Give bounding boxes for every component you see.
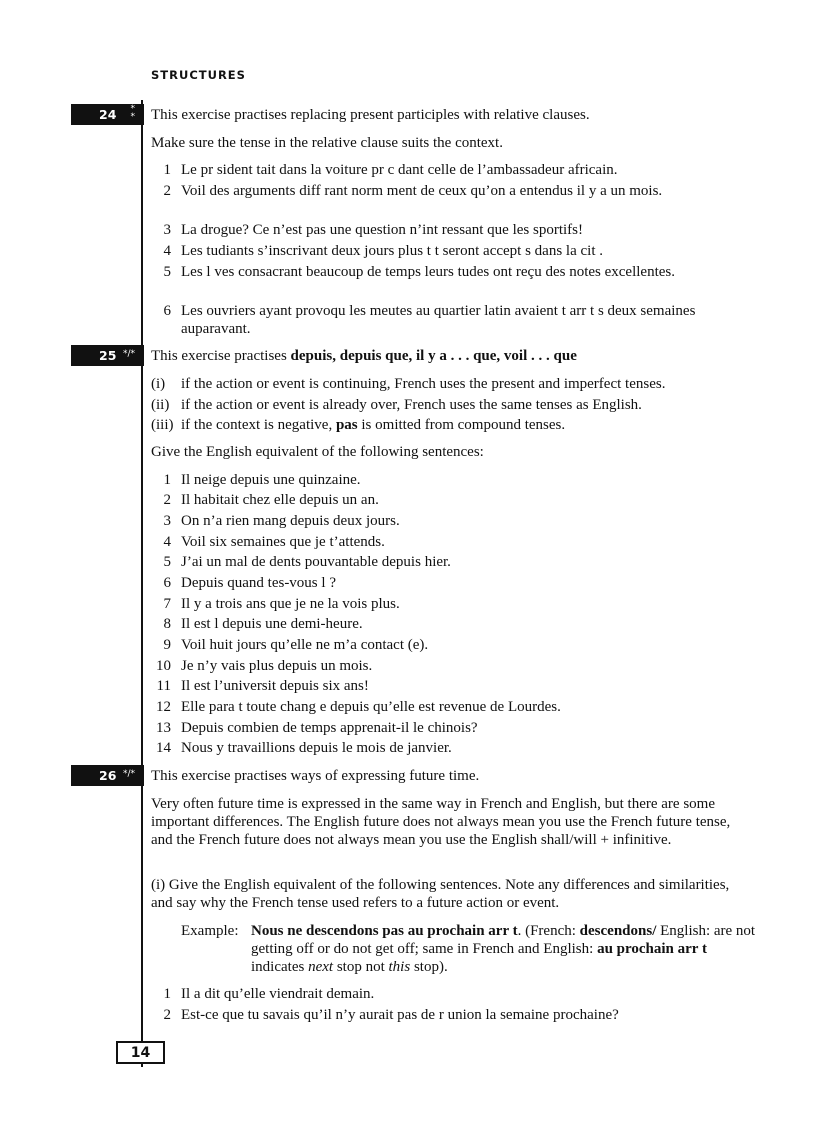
difficulty-stars-icon: */* — [122, 769, 135, 779]
difficulty-stars-icon: * * — [130, 104, 135, 122]
example-text: Nous ne descendons pas au prochain arr t. (French: descendons/ English: are not getting off or do not get off; same in French and English: au prochain arr t indicates next stop not this stop). — [251, 923, 756, 975]
exercise-number: 26 — [99, 768, 117, 783]
exercise-26-paragraph: Very often future time is expressed in the same way in French and English, but there are some important differences. The English future does not always mean you use the French future tense, and the French future does not always mean you use the English shall/will + infinitive. — [151, 796, 731, 848]
exercise-24-intro: This exercise practises replacing present participles with relative clauses. — [151, 107, 590, 123]
margin-rule — [141, 100, 143, 1067]
difficulty-stars-icon: */* — [122, 349, 135, 359]
exercise-26-badge — [71, 765, 144, 786]
exercise-24-badge — [71, 104, 144, 125]
page-number: 14 — [116, 1041, 165, 1064]
section-header: STRUCTURES — [151, 68, 246, 82]
exercise-24-note: Make sure the tense in the relative clause suits the context. — [151, 135, 503, 151]
exercise-number: 24 — [99, 107, 117, 122]
exercise-25-instruction: Give the English equivalent of the following sentences: — [151, 444, 484, 460]
exercise-26-intro: This exercise practises ways of expressing future time. — [151, 768, 480, 784]
example-label: Example: — [181, 923, 239, 939]
exercise-number: 25 — [99, 348, 117, 363]
exercise-25-intro: This exercise practises depuis, depuis que, il y a . . . que, voil . . . que — [151, 348, 577, 364]
exercise-26-task: (i) Give the English equivalent of the following sentences. Note any differences and similarities, and say why the French tense used refers to a future action or event. — [151, 877, 730, 911]
exercise-25-badge — [71, 345, 144, 366]
